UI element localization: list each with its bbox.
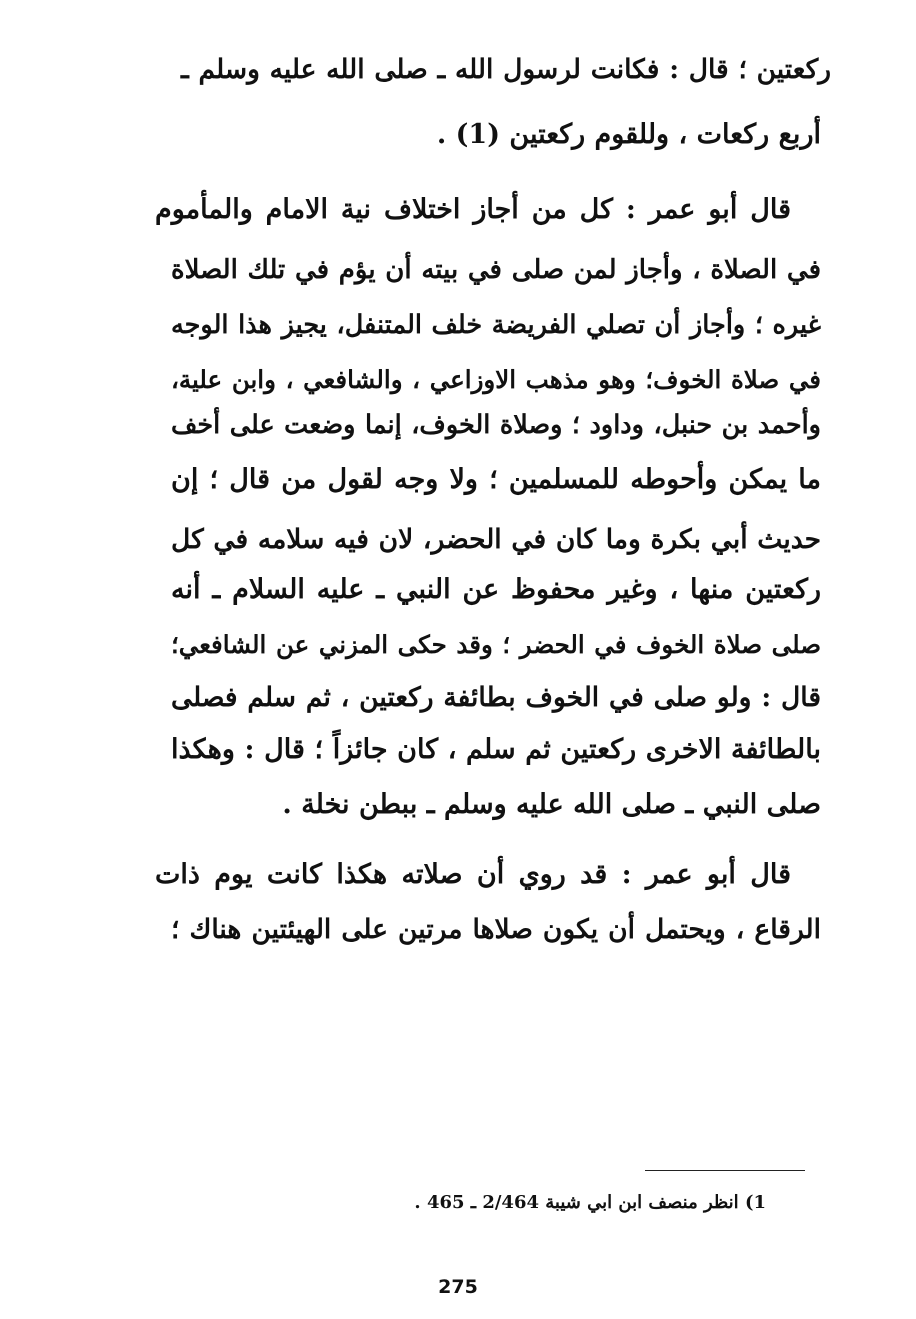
intro-line-2: أربع ركعات ، وللقوم ركعتين (1) . — [436, 119, 821, 150]
paragraph1-line-6: ما يمكن وأحوطه للمسلمين ؛ ولا وجه لقول من قال ؛ إن — [171, 464, 821, 495]
paragraph1-line-2: في الصلاة ، وأجاز لمن صلى في بيته أن يؤم في تلك الصلاة — [171, 255, 821, 285]
paragraph1-line-11: بالطائفة الاخرى ركعتين ثم سلم ، كان جائزاً ؛ قال : وهكذا — [171, 734, 821, 765]
intro-line-1: ركعتين ؛ قال : فكانت لرسول الله ـ صلى الله عليه وسلم ـ — [181, 54, 831, 85]
paragraph1-line-1: قال أبو عمر : كل من أجاز اختلاف نية الامام والمأموم — [155, 194, 791, 225]
paragraph1-line-10: قال : ولو صلى في الخوف بطائفة ركعتين ، ثم سلم فصلى — [171, 682, 821, 713]
paragraph1-line-7: حديث أبي بكرة وما كان في الحضر، لان فيه سلامه في كل — [171, 524, 821, 555]
footnote: 1) انظر منصف ابن ابي شيبة 2/464 ـ 465 . — [414, 1192, 766, 1213]
paragraph1-line-12: صلى النبي ـ صلى الله عليه وسلم ـ ببطن نخلة . — [282, 789, 821, 820]
page-number: 275 — [438, 1276, 478, 1298]
footnote-separator — [645, 1170, 805, 1171]
paragraph1-line-3: غيره ؛ وأجاز أن تصلي الفريضة خلف المتنفل، يجيز هذا الوجه — [171, 310, 821, 340]
paragraph1-line-4: في صلاة الخوف؛ وهو مذهب الاوزاعي ، والشافعي ، وابن علية، — [171, 365, 821, 394]
paragraph1-line-8: ركعتين منها ، وغير محفوظ عن النبي ـ عليه السلام ـ أنه — [171, 574, 821, 605]
paragraph2-line-1: قال أبو عمر : قد روي أن صلاته هكذا كانت يوم ذات — [155, 859, 791, 890]
paragraph1-line-5: وأحمد بن حنبل، وداود ؛ وصلاة الخوف، إنما وضعت على أخف — [171, 410, 821, 440]
paragraph2-line-2: الرقاع ، ويحتمل أن يكون صلاها مرتين على الهيئتين هناك ؛ — [171, 914, 821, 945]
paragraph1-line-9: صلى صلاة الخوف في الحضر ؛ وقد حكى المزني عن الشافعي؛ — [171, 630, 821, 659]
